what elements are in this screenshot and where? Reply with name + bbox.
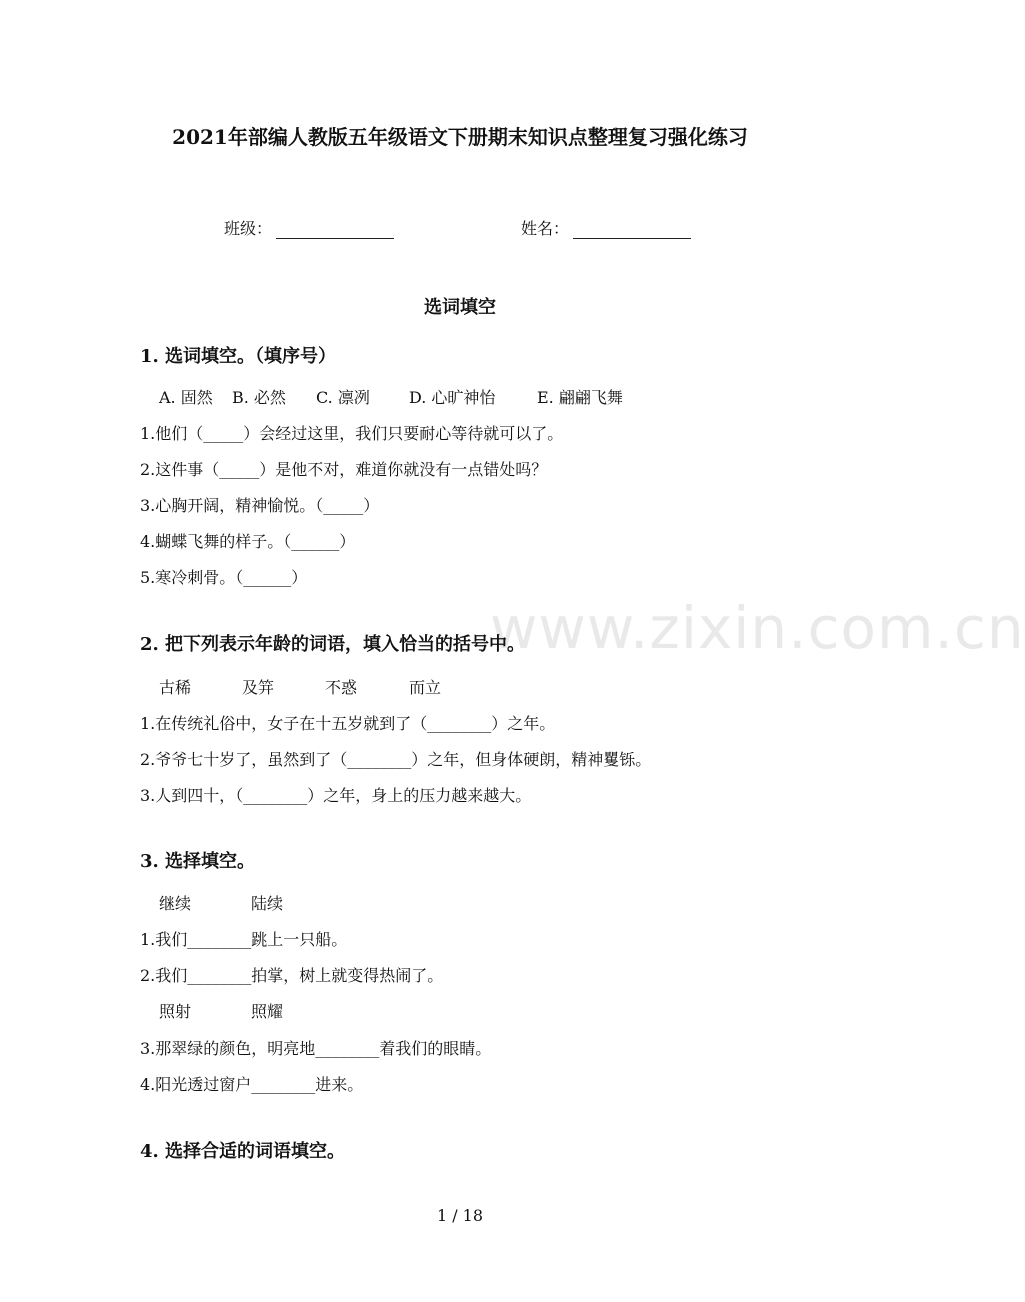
q3-heading: 3. 选择填空。 (140, 851, 256, 872)
q2-word-1: 古稀 (159, 678, 192, 697)
q2-line-1: 1.在传统礼俗中，女子在十五岁就到了（________）之年。 (140, 714, 556, 733)
q3-word-b2: 照耀 (251, 1002, 284, 1021)
q3-line-1: 1.我们________跳上一只船。 (140, 930, 348, 949)
q4-heading: 4. 选择合适的词语填空。 (140, 1141, 346, 1162)
name-label: 姓名： (521, 219, 570, 238)
class-field (224, 216, 394, 239)
q2-word-3: 不惑 (325, 678, 358, 697)
q3-line-4: 4.阳光透过窗户________进来。 (140, 1075, 364, 1094)
q2-heading: 2. 把下列表示年龄的词语，填入恰当的括号中。 (140, 634, 526, 655)
class-blank-line (276, 224, 394, 239)
q1-line-2: 2.这件事（_____）是他不对，难道你就没有一点错处吗？ (140, 460, 548, 479)
q2-word-4: 而立 (409, 678, 442, 697)
q3-word-b1: 照射 (159, 1002, 192, 1021)
q1-heading: 1. 选词填空。（填序号） (140, 346, 337, 367)
q3-word-a1: 继续 (159, 894, 192, 913)
page-number: 1 / 18 (436, 1206, 484, 1225)
name-field (521, 216, 691, 239)
document-title: 2021年部编人教版五年级语文下册期末知识点整理复习强化练习 (172, 125, 748, 149)
q3-word-a2: 陆续 (251, 894, 284, 913)
q1-option-a: A. 固然 (159, 388, 213, 407)
q2-word-2: 及笄 (242, 678, 275, 697)
q1-line-5: 5.寒冷刺骨。（______） (140, 568, 308, 587)
q1-line-4: 4.蝴蝶飞舞的样子。（______） (140, 532, 356, 551)
q1-option-e: E. 翩翩飞舞 (537, 388, 623, 407)
class-label: 班级： (224, 219, 273, 238)
q1-line-1: 1.他们（_____）会经过这里，我们只要耐心等待就可以了。 (140, 424, 564, 443)
watermark: www.zixin.com.cn (490, 594, 1025, 662)
q1-option-b: B. 必然 (232, 388, 286, 407)
q1-option-d: D. 心旷神怡 (409, 388, 496, 407)
q2-line-2: 2.爷爷七十岁了，虽然到了（________）之年，但身体硬朗，精神矍铄。 (140, 750, 652, 769)
q2-line-3: 3.人到四十，（________）之年，身上的压力越来越大。 (140, 786, 532, 805)
q3-line-3: 3.那翠绿的颜色，明亮地________着我们的眼睛。 (140, 1039, 492, 1058)
name-blank-line (573, 224, 691, 239)
q3-line-2: 2.我们________拍掌，树上就变得热闹了。 (140, 966, 444, 985)
section-title: 选词填空 (424, 297, 496, 318)
q1-option-c: C. 凛冽 (316, 388, 370, 407)
q1-line-3: 3.心胸开阔，精神愉悦。（_____） (140, 496, 380, 515)
